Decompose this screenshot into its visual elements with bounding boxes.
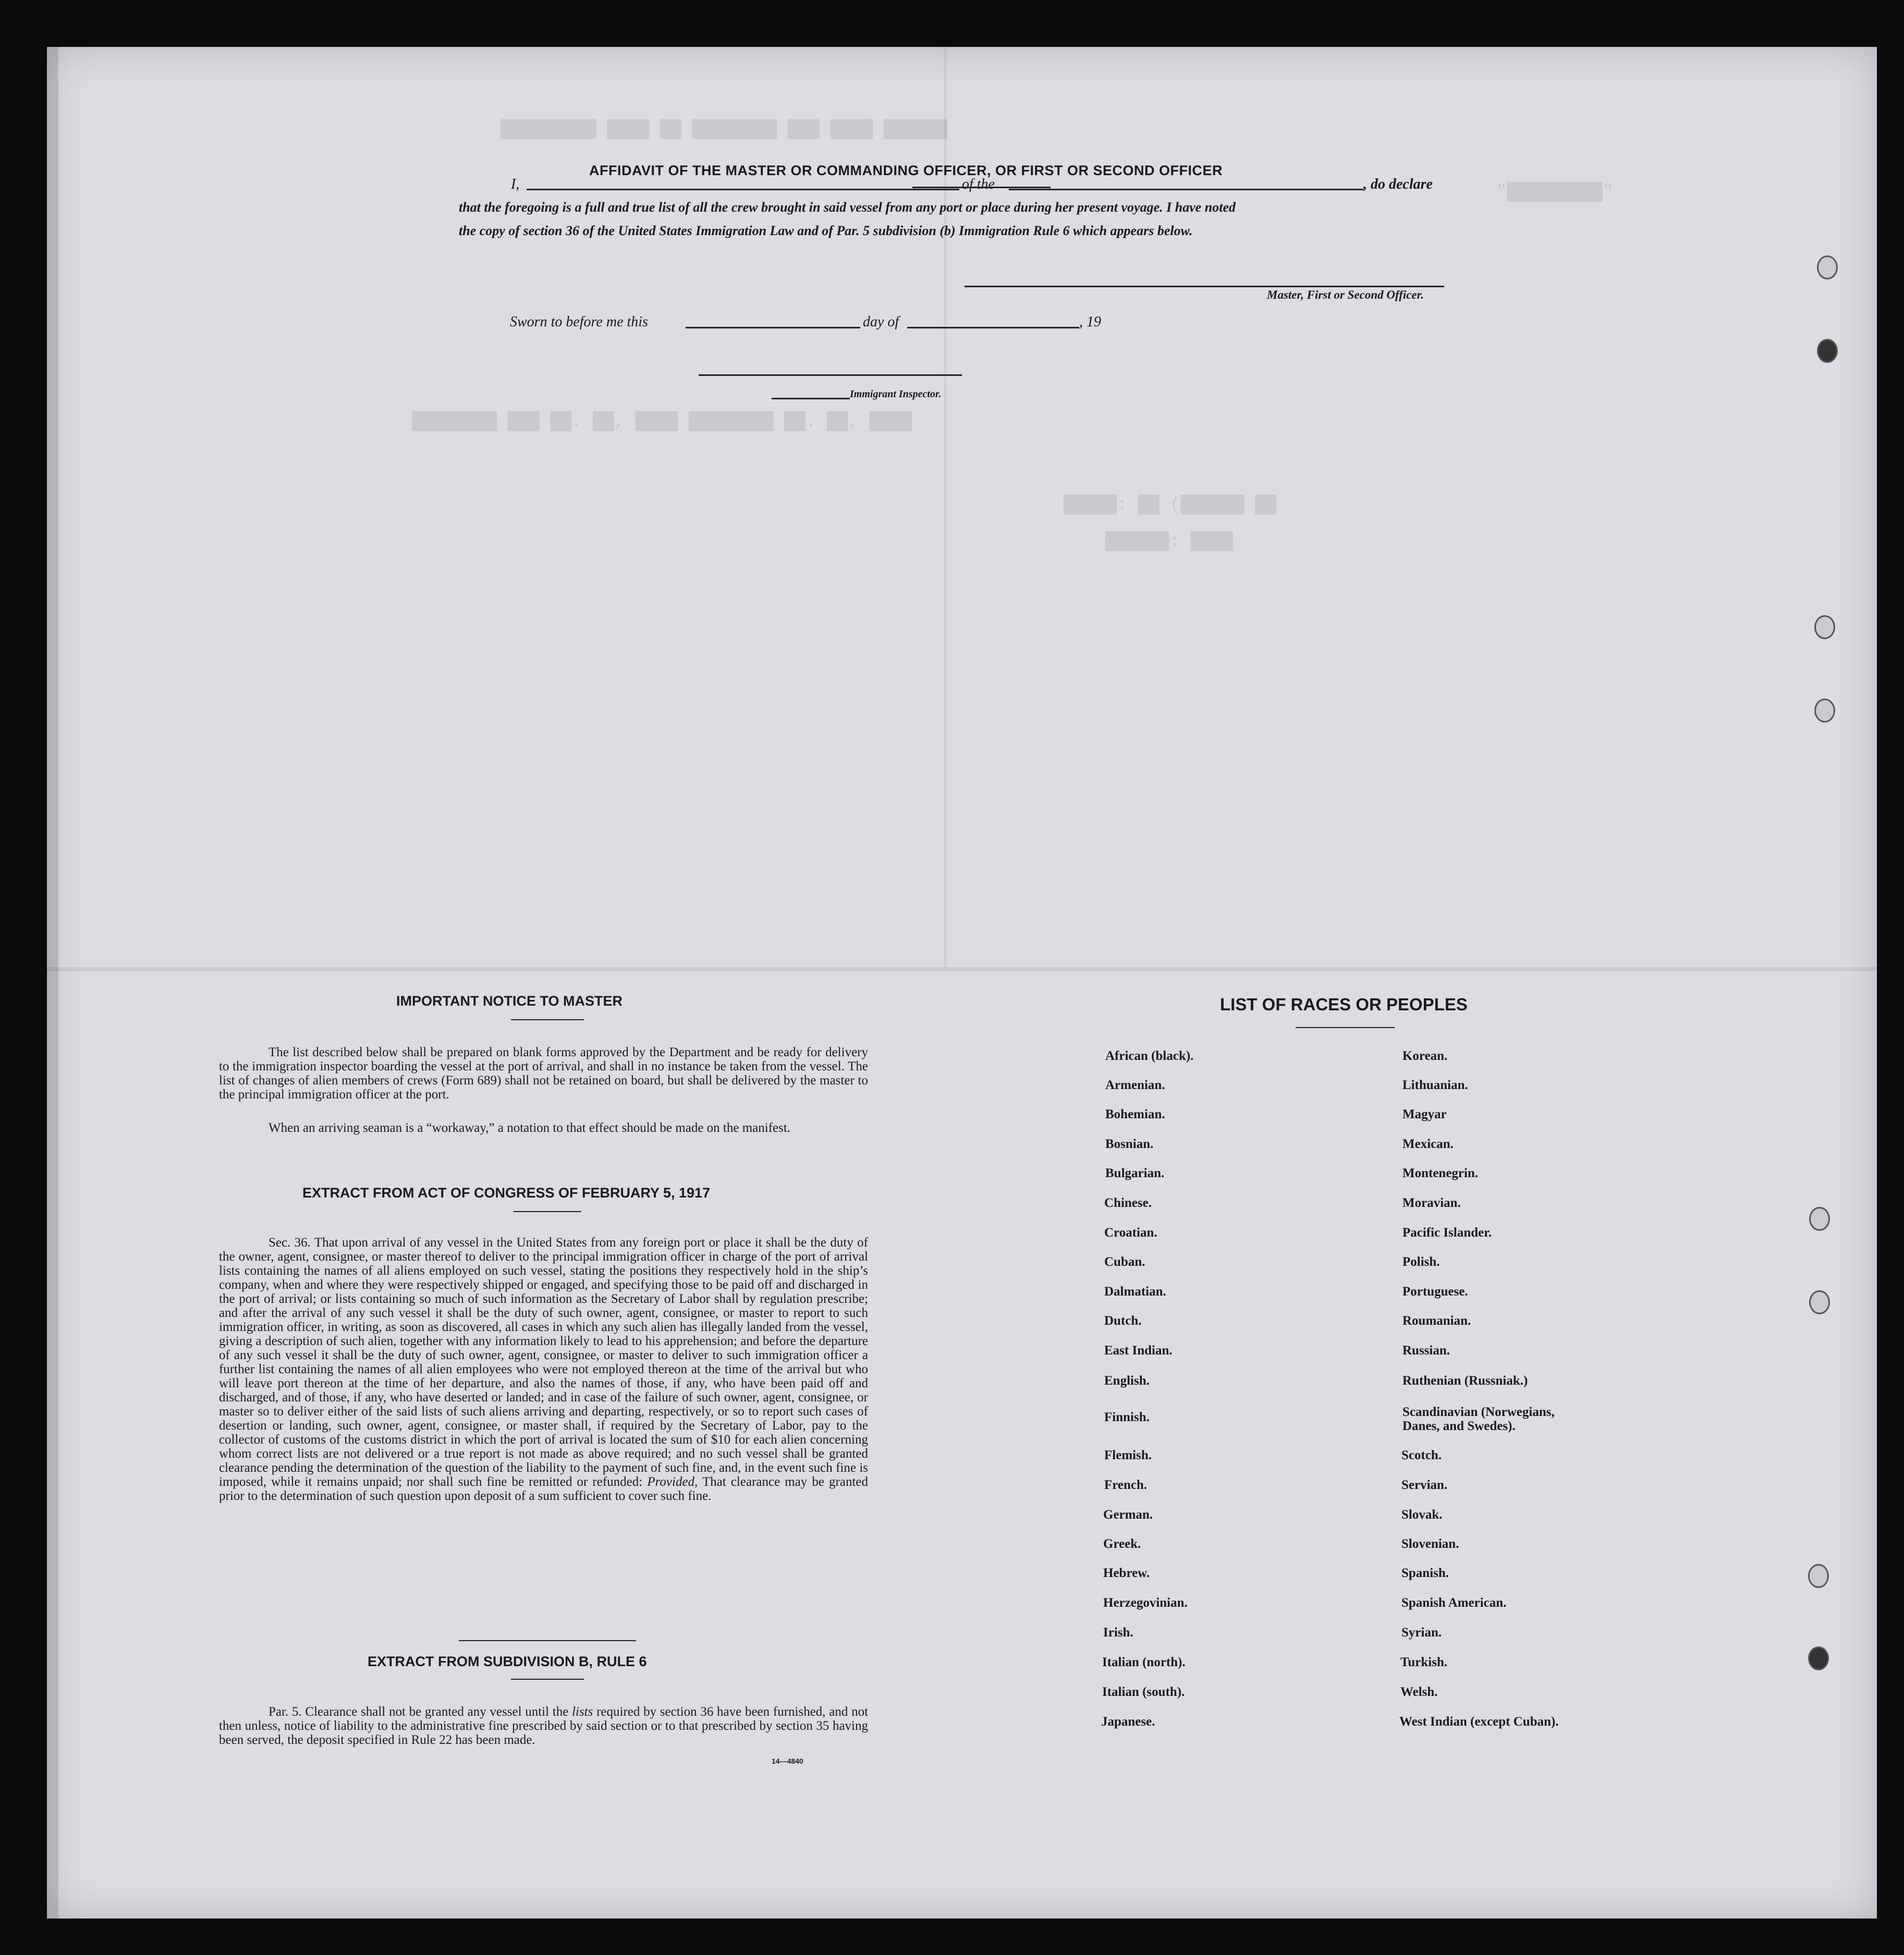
race-right-16: Slovenian. — [1401, 1537, 1459, 1551]
races-title: LIST OF RACES OR PEOPLES — [1220, 995, 1468, 1014]
sworn-year: , 19 — [1079, 314, 1101, 330]
punch-hole-icon — [1808, 1646, 1829, 1670]
sheet-left-edge — [47, 47, 58, 1919]
punch-hole-icon — [1809, 1207, 1830, 1231]
sworn-month-blank[interactable] — [907, 327, 1079, 328]
race-right-19: Syrian. — [1401, 1626, 1442, 1640]
par5-text-b: required by section 36 have been furnished, and not then unless, notice of liability to the administrative fine prescribed by said section or to that prescribed by section 35 having been served, the deposit specified in Rule 22 has been made. — [219, 1705, 869, 1747]
race-left-6: Croatian. — [1104, 1226, 1157, 1240]
horizontal-fold — [47, 967, 1877, 971]
race-left-17: Hebrew. — [1103, 1566, 1150, 1580]
extract-rule-underline — [511, 1679, 584, 1680]
form-number: 14—4840 — [772, 1757, 803, 1765]
sworn-day-of: day of — [863, 314, 899, 330]
race-right-17: Spanish. — [1401, 1566, 1449, 1580]
extract-rule-title: EXTRACT FROM SUBDIVISION B, RULE 6 — [368, 1654, 647, 1669]
race-right-18: Spanish American. — [1401, 1596, 1507, 1610]
race-right-0: Korean. — [1402, 1049, 1448, 1063]
race-left-0: African (black). — [1105, 1049, 1194, 1063]
extract-act-title: EXTRACT FROM ACT OF CONGRESS OF FEBRUARY 5, 1917 — [302, 1185, 711, 1201]
notice-underline — [511, 1019, 584, 1020]
race-right-5: Moravian. — [1402, 1196, 1461, 1210]
vertical-fold — [944, 47, 947, 967]
race-right-13: Scotch. — [1401, 1448, 1442, 1462]
race-left-9: Dutch. — [1104, 1314, 1142, 1328]
race-right-11: Ruthenian (Russniak.) — [1402, 1374, 1528, 1388]
bleed-through-text: ██████: ████ — [1105, 532, 1233, 552]
punch-hole-icon — [1808, 1564, 1829, 1588]
bleed-through-text: █████: ██ (██████ ██ — [1064, 495, 1277, 515]
race-left-11: English. — [1104, 1374, 1150, 1388]
declaration-do-declare: , do declare — [1363, 176, 1433, 192]
race-right-8: Portuguese. — [1402, 1285, 1468, 1299]
race-right-6: Pacific Islander. — [1402, 1226, 1492, 1240]
race-left-1: Armenian. — [1105, 1078, 1165, 1092]
race-left-13: Flemish. — [1104, 1448, 1152, 1462]
vessel-blank[interactable] — [1009, 189, 1363, 190]
extract-separator — [459, 1640, 636, 1641]
race-right-1: Lithuanian. — [1402, 1078, 1468, 1092]
punch-hole-icon — [1817, 255, 1838, 279]
inspector-signature-line[interactable] — [699, 374, 962, 376]
name-blank[interactable] — [527, 189, 959, 190]
signature-label: Master, First or Second Officer. — [1267, 288, 1424, 301]
race-right-22: West Indian (except Cuban). — [1399, 1715, 1559, 1729]
section-label: Sec. 36. — [268, 1236, 311, 1250]
race-left-22: Japanese. — [1101, 1715, 1155, 1729]
punch-hole-icon — [1817, 339, 1838, 363]
extract-act-underline — [514, 1211, 581, 1212]
affidavit-title: AFFIDAVIT OF THE MASTER OR COMMANDING OFFICER, OR FIRST OR SECOND OFFICER — [589, 163, 1223, 178]
notice-title: IMPORTANT NOTICE TO MASTER — [396, 993, 623, 1009]
race-left-5: Chinese. — [1104, 1196, 1152, 1210]
inspector-prefix-line — [772, 398, 850, 399]
race-left-3: Bosnian. — [1105, 1137, 1154, 1151]
race-left-2: Bohemian. — [1105, 1107, 1165, 1121]
race-right-10: Russian. — [1402, 1343, 1450, 1358]
sworn-day-blank[interactable] — [686, 327, 860, 328]
race-left-14: French. — [1104, 1478, 1148, 1492]
provided-label: Provided, — [647, 1475, 698, 1489]
punch-hole-icon — [1814, 699, 1835, 723]
document-sheet — [47, 47, 1877, 1919]
race-left-15: German. — [1103, 1508, 1153, 1522]
sworn-prefix: Sworn to before me this — [510, 314, 648, 330]
declaration-line-3: the copy of section 36 of the United States Immigration Law and of Par. 5 subdivision (b) Immigration Rule 6 which appears below. — [459, 223, 1193, 238]
punch-hole-icon — [1814, 615, 1835, 639]
section-body-end: That clearance may be granted prior to the determination of such question upon deposit of a sum sufficient to cover such fine. — [219, 1475, 869, 1503]
notice-paragraph-1: The list described below shall be prepared on blank forms approved by the Department and be ready for delivery to the immigration inspector boarding the vessel at the port of arrival, and shall in no instance be taken from the vessel. The list of changes of alien members of crews (Form 689) shall not be retained on board, but shall be delivered by the master to the principal immigration officer at the port. — [219, 1045, 868, 1102]
race-right-12: Scandinavian (Norwegians, Danes, and Swedes). — [1402, 1405, 1555, 1433]
punch-hole-icon — [1809, 1290, 1830, 1314]
signature-line[interactable] — [965, 286, 1444, 287]
section-body: That upon arrival of any vessel in the United States from any foreign port or place it shall be the duty of the owner, agent, consignee, or master thereof to deliver to the principal immigration officer in charge of the port of arrival lists containing the names of all aliens employed on such vessel, stating the positions they respectively hold in the ship’s company, when and where they were respectively shipped or engaged, and specifying those to be paid off and discharged in the port of arrival; or lists containing so much of such information as the Secretary of Labor shall by regulation prescribe; and after the arrival of any such vessel it shall be the duty of such owner, agent, consignee, or master to report to such immigration officer, in writing, as soon as discovered, all cases in which any such alien has illegally landed from the vessel, giving a description of such alien, together with any information likely to lead to his apprehension; and before the departure of any such vessel it shall be the duty of such owner, agent, consignee, or master to deliver to such immigration officer a further list containing the names of all alien employees who were not employed thereon at the time of the arrival but who will leave port thereon at the time of her departure, and also the names of those, if any, who have been paid off and discharged, and of those, if any, who have deserted or landed; and in case of the failure of such owner, agent, consignee, or master so to deliver either of the said lists of such aliens arriving and departing, respectively, or so to report such cases of desertion or landing, such owner, agent, consignee, or master shall, if required by the Secretary of Labor, pay to the collector of customs of the customs district in which the port of arrival is located the sum of $10 for each alien concerning whom correct lists are not delivered or a true report is not made as above required; and no such vessel shall be granted clearance pending the determination of the question of the liability to the payment of such fine, and, in the event such fine is imposed, while it remains unpaid; nor shall such fine be remitted or refunded: — [219, 1236, 868, 1489]
race-right-20: Turkish. — [1400, 1655, 1448, 1669]
inspector-label: Immigrant Inspector. — [850, 388, 942, 400]
declaration-line-2: that the foregoing is a full and true list of all the crew brought in said vessel from any port or place during her present voyage. I have noted — [459, 200, 1236, 215]
paragraph-5-text — [219, 1705, 868, 1747]
race-right-4: Montenegrin. — [1402, 1166, 1479, 1180]
race-left-20: Italian (north). — [1102, 1655, 1186, 1669]
bleed-through-text: "█████████" — [1496, 182, 1614, 202]
race-left-18: Herzegovinian. — [1103, 1596, 1188, 1610]
races-underline — [1296, 1027, 1395, 1028]
race-left-12: Finnish. — [1104, 1410, 1150, 1424]
race-right-21: Welsh. — [1400, 1685, 1438, 1699]
race-right-2: Magyar — [1402, 1107, 1447, 1121]
declaration-of-the: of the — [962, 176, 995, 192]
race-left-19: Irish. — [1103, 1626, 1133, 1640]
notice-paragraph-2: When an arriving seaman is a “workaway,” a notation to that effect should be made on the manifest. — [268, 1121, 791, 1135]
bleed-through-text: ████████ ███ ██. ██, ████ ████████ ██. ██, ████ — [412, 412, 912, 432]
race-left-8: Dalmatian. — [1104, 1285, 1166, 1299]
race-left-7: Cuban. — [1104, 1255, 1145, 1269]
race-right-7: Polish. — [1402, 1255, 1440, 1269]
race-left-16: Greek. — [1103, 1537, 1141, 1551]
section-36-text — [219, 1236, 868, 1503]
race-left-10: East Indian. — [1104, 1343, 1173, 1358]
declaration-i: I, — [511, 176, 520, 192]
par5-text-a: Par. 5. Clearance shall not be granted any vessel until the — [268, 1705, 569, 1719]
bleed-through-text: █████████ ████ ██ ████████ ███ ████ ██████ — [501, 120, 947, 140]
race-right-3: Mexican. — [1402, 1137, 1454, 1151]
race-right-9: Roumanian. — [1402, 1314, 1471, 1328]
race-left-21: Italian (south). — [1102, 1685, 1185, 1699]
race-right-14: Servian. — [1401, 1478, 1448, 1492]
lists-word: lists — [572, 1705, 593, 1719]
race-right-15: Slovak. — [1401, 1508, 1443, 1522]
race-left-4: Bulgarian. — [1105, 1166, 1165, 1180]
